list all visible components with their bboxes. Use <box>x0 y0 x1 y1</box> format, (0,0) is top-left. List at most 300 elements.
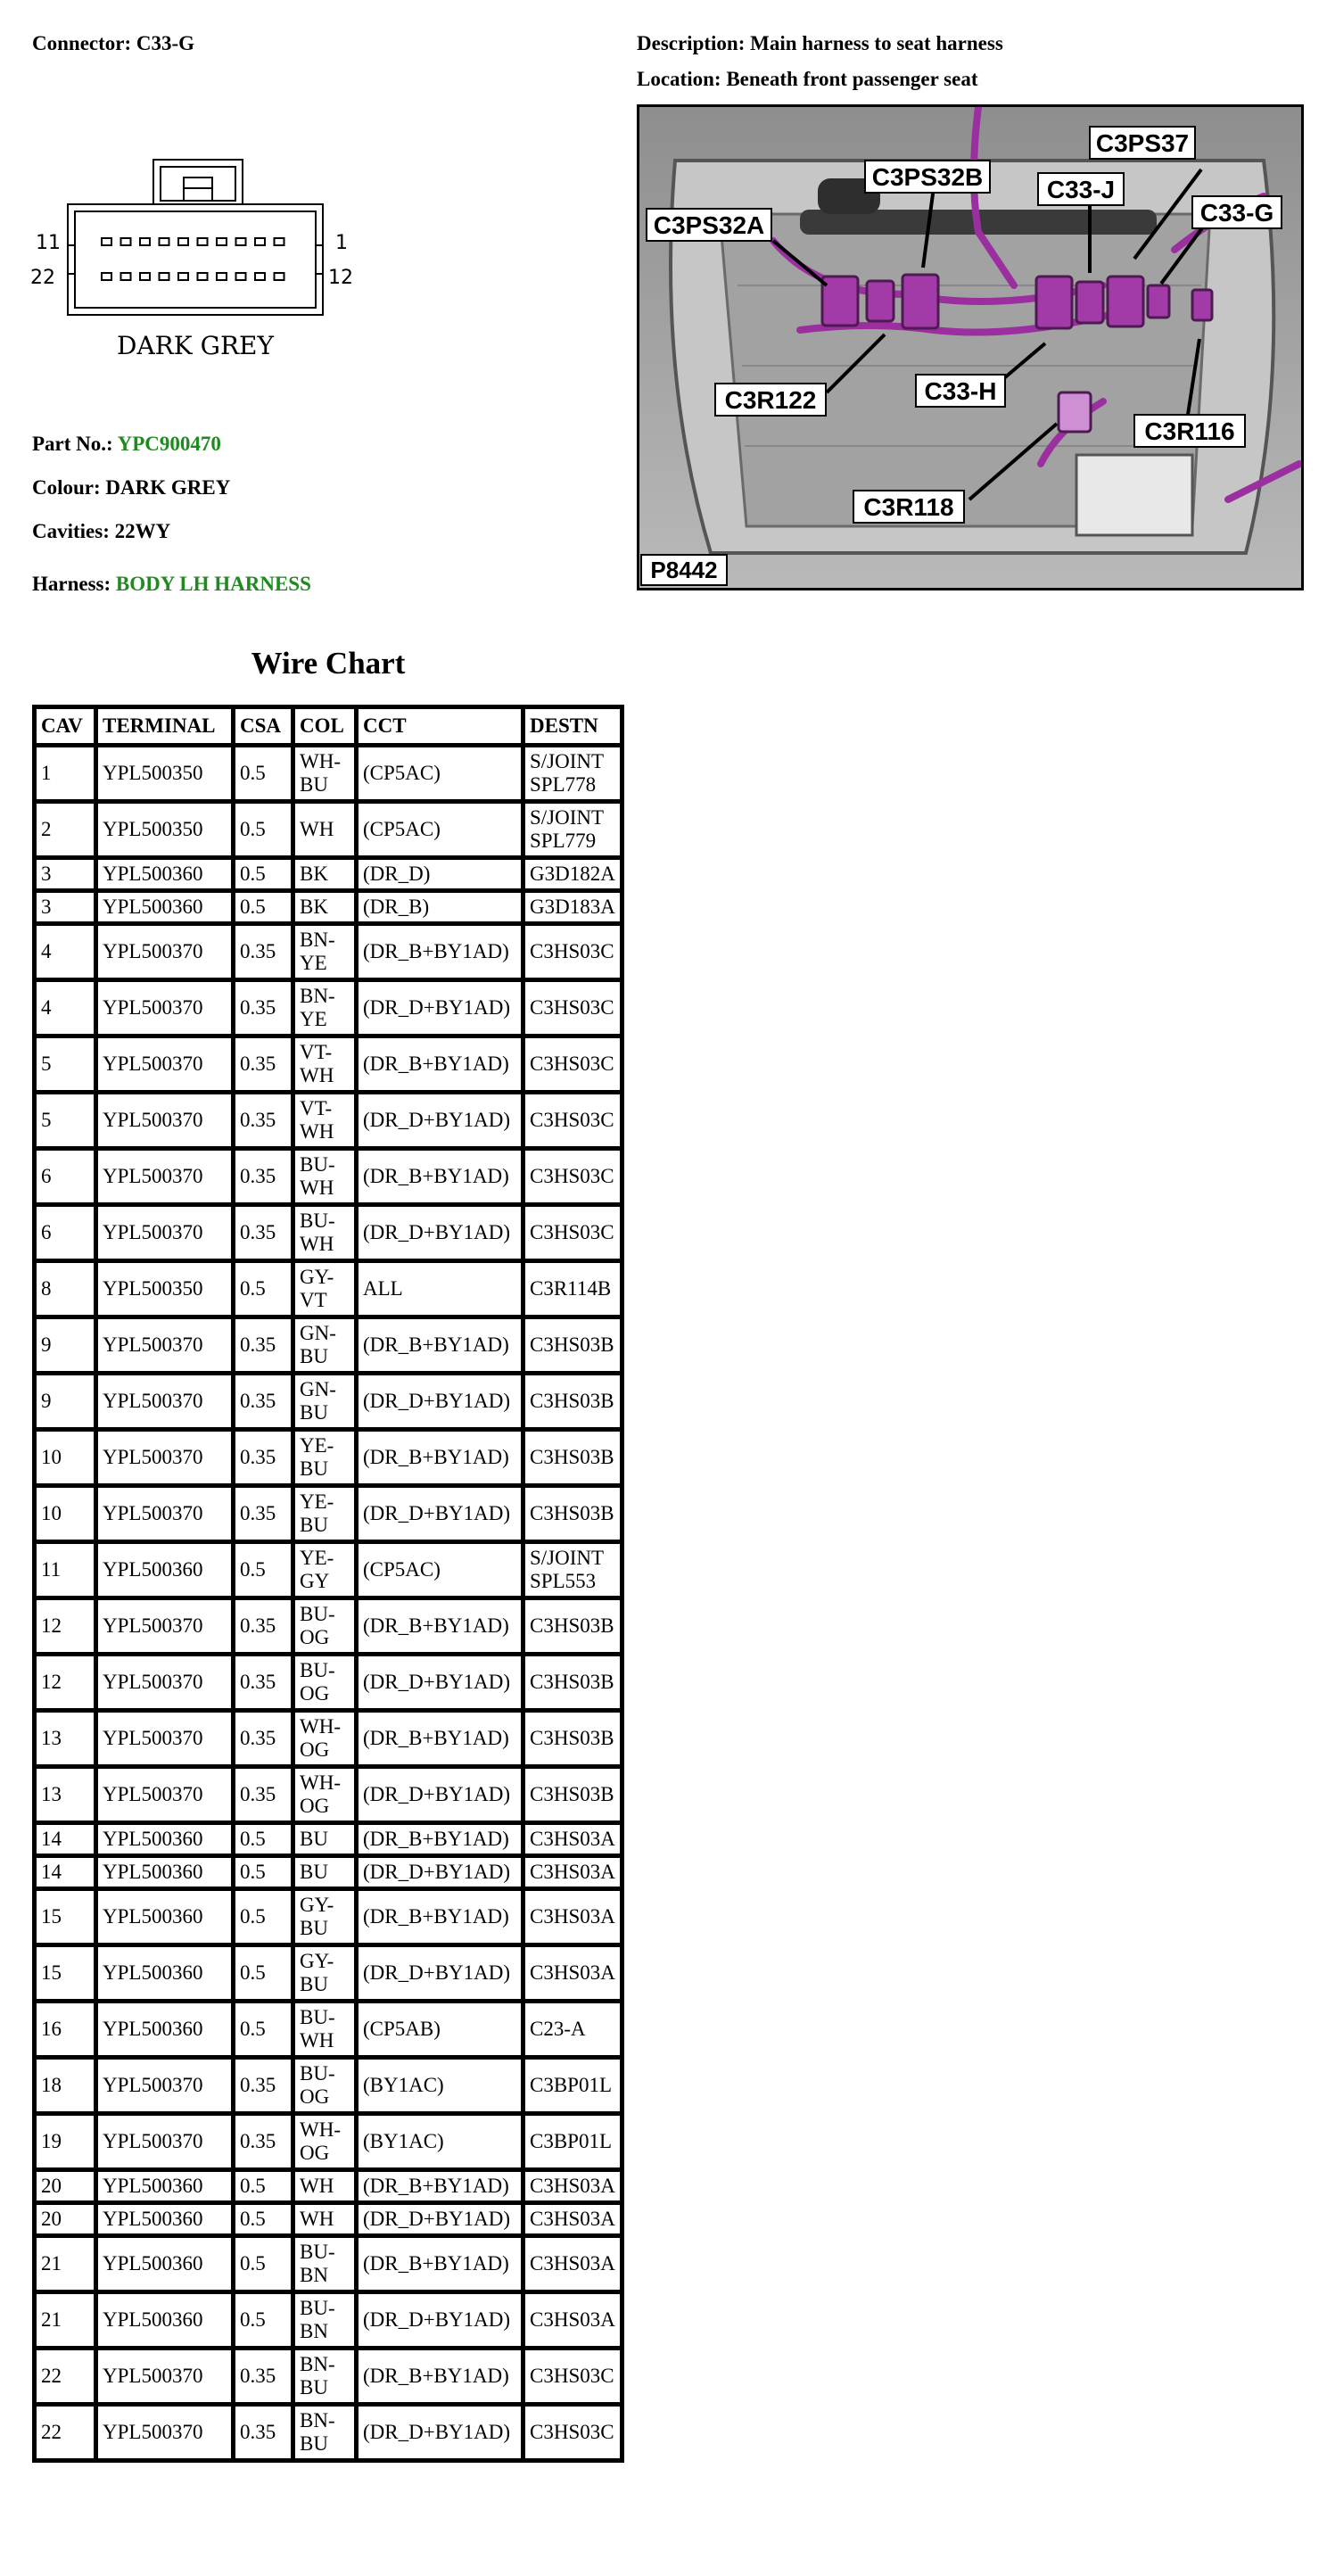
pin-slot <box>255 273 265 280</box>
pin-label-1: 1 <box>335 232 348 254</box>
cell-destn: C3HS03B <box>523 1767 622 1823</box>
cell-cct: (DR_D+BY1AD) <box>357 1655 523 1711</box>
cell-cct: (DR_B+BY1AD) <box>357 1711 523 1767</box>
harness-label: Harness: <box>32 573 111 595</box>
cell-destn: C3HS03A <box>523 2236 622 2292</box>
cell-cav: 22 <box>35 2349 96 2405</box>
cell-destn: C3HS03B <box>523 1430 622 1486</box>
cell-destn: C3HS03A <box>523 2203 622 2236</box>
table-row <box>35 2292 622 2349</box>
cell-cct: (CP5AB) <box>357 2002 523 2058</box>
cell-csa: 0.35 <box>234 1767 293 1823</box>
cell-cct: (DR_D) <box>357 858 523 891</box>
table-row <box>35 1889 622 1945</box>
table-row <box>35 2236 622 2292</box>
cell-terminal: YPL500370 <box>96 924 234 980</box>
cell-cct: (BY1AC) <box>357 2058 523 2114</box>
pin-slot <box>102 273 111 280</box>
cell-terminal: YPL500370 <box>96 1655 234 1711</box>
pin-slot <box>140 273 150 280</box>
cell-col: BU <box>293 1856 357 1889</box>
cell-col: WH- OG <box>293 1711 357 1767</box>
part-no-line <box>32 433 221 456</box>
cell-cav: 15 <box>35 1945 96 2002</box>
col-header-terminal: TERMINAL <box>96 707 234 746</box>
pin-slot <box>121 238 131 245</box>
cell-cct: (DR_B+BY1AD) <box>357 1430 523 1486</box>
pin-row-top <box>102 238 284 245</box>
cell-csa: 0.35 <box>234 2114 293 2170</box>
cell-terminal: YPL500360 <box>96 2292 234 2349</box>
cell-terminal: YPL500370 <box>96 1430 234 1486</box>
table-row <box>35 2002 622 2058</box>
cell-col: GN- BU <box>293 1317 357 1374</box>
cell-terminal: YPL500370 <box>96 1317 234 1374</box>
cell-terminal: YPL500370 <box>96 1205 234 1261</box>
col-header-cct: CCT <box>357 707 523 746</box>
cell-csa: 0.35 <box>234 2405 293 2461</box>
cell-cav: 3 <box>35 891 96 924</box>
cell-destn: C3HS03B <box>523 1486 622 1542</box>
table-row <box>35 1655 622 1711</box>
cell-col: GY- BU <box>293 1945 357 2002</box>
cell-cct: (DR_D+BY1AD) <box>357 2292 523 2349</box>
wire-chart-body <box>35 746 622 2461</box>
cell-terminal: YPL500370 <box>96 980 234 1036</box>
cell-terminal: YPL500370 <box>96 2058 234 2114</box>
cell-col: VT- WH <box>293 1036 357 1093</box>
cell-terminal: YPL500360 <box>96 2236 234 2292</box>
table-row <box>35 2114 622 2170</box>
cell-cct: (DR_D+BY1AD) <box>357 1856 523 1889</box>
cell-destn: C3HS03B <box>523 1655 622 1711</box>
cell-cct: (DR_B+BY1AD) <box>357 2349 523 2405</box>
cell-cct: (DR_B+BY1AD) <box>357 1149 523 1205</box>
connector-colour-caption: DARK GREY <box>117 331 274 360</box>
cell-cav: 18 <box>35 2058 96 2114</box>
cell-cct: (DR_D+BY1AD) <box>357 1205 523 1261</box>
table-row <box>35 1149 622 1205</box>
cell-terminal: YPL500360 <box>96 2203 234 2236</box>
pin-slot <box>102 238 111 245</box>
cell-terminal: YPL500360 <box>96 858 234 891</box>
cell-col: WH <box>293 802 357 858</box>
cell-cct: (DR_B+BY1AD) <box>357 1823 523 1856</box>
cell-cct: (DR_B+BY1AD) <box>357 1036 523 1093</box>
cell-terminal: YPL500370 <box>96 1767 234 1823</box>
cell-csa: 0.35 <box>234 1655 293 1711</box>
table-row <box>35 2170 622 2203</box>
table-row <box>35 1093 622 1149</box>
table-row <box>35 980 622 1036</box>
cell-terminal: YPL500360 <box>96 1823 234 1856</box>
pin-slot <box>178 238 188 245</box>
cell-destn: C3HS03C <box>523 1149 622 1205</box>
pin-slot <box>178 273 188 280</box>
cell-terminal: YPL500350 <box>96 802 234 858</box>
cell-destn: S/JOINT SPL553 <box>523 1542 622 1598</box>
pin-slot <box>121 273 131 280</box>
cell-destn: C3HS03A <box>523 1945 622 2002</box>
cell-csa: 0.5 <box>234 1823 293 1856</box>
callout-c3r122: C3R122 <box>724 386 817 414</box>
cell-col: YE- BU <box>293 1430 357 1486</box>
cell-terminal: YPL500360 <box>96 2170 234 2203</box>
pin-slot <box>236 238 246 245</box>
cell-csa: 0.35 <box>234 1486 293 1542</box>
cell-cav: 9 <box>35 1317 96 1374</box>
cell-cav: 4 <box>35 924 96 980</box>
col-header-cav: CAV <box>35 707 96 746</box>
cell-col: BU- BN <box>293 2236 357 2292</box>
cell-cct: (DR_D+BY1AD) <box>357 980 523 1036</box>
cell-destn: C3HS03B <box>523 1374 622 1430</box>
cell-terminal: YPL500370 <box>96 1374 234 1430</box>
cell-terminal: YPL500370 <box>96 1711 234 1767</box>
colour-line <box>32 476 230 500</box>
connector-label: Connector: <box>32 32 132 54</box>
pin-slot <box>160 273 169 280</box>
table-row <box>35 1205 622 1261</box>
cell-csa: 0.5 <box>234 2002 293 2058</box>
table-row <box>35 746 622 802</box>
cell-destn: C3HS03C <box>523 1036 622 1093</box>
cell-csa: 0.35 <box>234 2349 293 2405</box>
connector-face-diagram <box>27 156 366 370</box>
cell-cct: (CP5AC) <box>357 802 523 858</box>
cell-destn: S/JOINT SPL778 <box>523 746 622 802</box>
cell-col: BK <box>293 858 357 891</box>
table-header-row <box>35 707 622 746</box>
wire-chart-title: Wire Chart <box>251 646 406 681</box>
pin-slot <box>198 273 208 280</box>
harness-line <box>32 573 311 596</box>
cell-cav: 13 <box>35 1711 96 1767</box>
cell-destn: G3D182A <box>523 858 622 891</box>
cell-col: BK <box>293 891 357 924</box>
table-row <box>35 1711 622 1767</box>
cell-cav: 22 <box>35 2405 96 2461</box>
cell-col: VT- WH <box>293 1093 357 1149</box>
cell-col: YE- GY <box>293 1542 357 1598</box>
cell-cav: 5 <box>35 1093 96 1149</box>
harness-link[interactable]: BODY LH HARNESS <box>115 573 311 595</box>
cell-col: WH- OG <box>293 2114 357 2170</box>
colour-label: Colour: <box>32 476 101 499</box>
cell-cav: 13 <box>35 1767 96 1823</box>
cell-cav: 10 <box>35 1486 96 1542</box>
cell-csa: 0.35 <box>234 924 293 980</box>
cell-cav: 11 <box>35 1542 96 1598</box>
pin-slot <box>255 238 265 245</box>
pin-slot <box>198 238 208 245</box>
cell-cav: 5 <box>35 1036 96 1093</box>
pin-slot <box>140 238 150 245</box>
cell-cav: 6 <box>35 1205 96 1261</box>
cell-destn: C3HS03A <box>523 2292 622 2349</box>
table-row <box>35 2058 622 2114</box>
cell-terminal: YPL500360 <box>96 1856 234 1889</box>
table-row <box>35 924 622 980</box>
cell-col: BU- OG <box>293 1655 357 1711</box>
cell-destn: C3HS03C <box>523 924 622 980</box>
callout-c33h: C33-H <box>924 377 997 405</box>
description-line <box>637 32 1003 55</box>
cell-cct: (DR_B+BY1AD) <box>357 924 523 980</box>
cell-cct: (DR_B) <box>357 891 523 924</box>
cell-destn: C3HS03C <box>523 2349 622 2405</box>
col-header-csa: CSA <box>234 707 293 746</box>
cavities-line <box>32 520 170 543</box>
cell-terminal: YPL500370 <box>96 1486 234 1542</box>
cell-cav: 8 <box>35 1261 96 1317</box>
cell-csa: 0.5 <box>234 858 293 891</box>
cell-col: WH <box>293 2170 357 2203</box>
cell-cav: 9 <box>35 1374 96 1430</box>
cell-cct: (DR_D+BY1AD) <box>357 1374 523 1430</box>
description-label: Description: <box>637 32 746 54</box>
cell-terminal: YPL500370 <box>96 1598 234 1655</box>
pin-slot <box>160 238 169 245</box>
table-row <box>35 1317 622 1374</box>
cell-col: GY- VT <box>293 1261 357 1317</box>
cell-cct: (DR_D+BY1AD) <box>357 1945 523 2002</box>
cell-terminal: YPL500370 <box>96 1149 234 1205</box>
cell-col: BN- BU <box>293 2405 357 2461</box>
cell-terminal: YPL500350 <box>96 746 234 802</box>
table-row <box>35 1036 622 1093</box>
cell-terminal: YPL500370 <box>96 2349 234 2405</box>
cell-destn: C3BP01L <box>523 2058 622 2114</box>
cell-csa: 0.5 <box>234 1856 293 1889</box>
callout-c33j: C33-J <box>1046 176 1116 203</box>
cell-csa: 0.35 <box>234 1374 293 1430</box>
table-row <box>35 1598 622 1655</box>
pin-label-12: 12 <box>328 267 353 289</box>
cell-destn: C3HS03B <box>523 1598 622 1655</box>
pin-slot <box>236 273 246 280</box>
cell-cav: 21 <box>35 2236 96 2292</box>
cell-destn: C3HS03A <box>523 2170 622 2203</box>
cell-col: BN- YE <box>293 980 357 1036</box>
cell-cav: 10 <box>35 1430 96 1486</box>
col-header-destn: DESTN <box>523 707 622 746</box>
part-no-link[interactable]: YPC900470 <box>117 433 221 455</box>
cell-cct: (DR_D+BY1AD) <box>357 1093 523 1149</box>
cell-cct: (DR_B+BY1AD) <box>357 2170 523 2203</box>
cell-cav: 16 <box>35 2002 96 2058</box>
cell-cct: (DR_B+BY1AD) <box>357 2236 523 2292</box>
pin-slot <box>217 273 227 280</box>
cell-destn: C3HS03B <box>523 1317 622 1374</box>
cell-cav: 4 <box>35 980 96 1036</box>
cell-cct: ALL <box>357 1261 523 1317</box>
cell-col: WH- OG <box>293 1767 357 1823</box>
cell-cav: 20 <box>35 2203 96 2236</box>
cell-terminal: YPL500360 <box>96 891 234 924</box>
photo-reference: P8442 <box>650 557 718 583</box>
cell-csa: 0.5 <box>234 802 293 858</box>
cell-cct: (DR_D+BY1AD) <box>357 2203 523 2236</box>
cell-destn: C3HS03A <box>523 1856 622 1889</box>
cell-col: BN- YE <box>293 924 357 980</box>
cell-destn: S/JOINT SPL779 <box>523 802 622 858</box>
cell-col: BU- OG <box>293 2058 357 2114</box>
cell-cav: 20 <box>35 2170 96 2203</box>
cell-csa: 0.5 <box>234 2236 293 2292</box>
callout-c3ps32a: C3PS32A <box>653 211 765 239</box>
cell-destn: C3HS03B <box>523 1711 622 1767</box>
cell-col: BN- BU <box>293 2349 357 2405</box>
cell-csa: 0.5 <box>234 891 293 924</box>
cell-terminal: YPL500370 <box>96 1036 234 1093</box>
cell-terminal: YPL500360 <box>96 2002 234 2058</box>
wire-chart-table <box>32 705 624 2463</box>
cell-csa: 0.5 <box>234 2170 293 2203</box>
cell-destn: C3HS03C <box>523 1205 622 1261</box>
cell-col: WH- BU <box>293 746 357 802</box>
cell-cav: 15 <box>35 1889 96 1945</box>
cell-col: GY- BU <box>293 1889 357 1945</box>
cell-csa: 0.5 <box>234 1542 293 1598</box>
table-row <box>35 1767 622 1823</box>
table-row <box>35 1374 622 1430</box>
table-row <box>35 1430 622 1486</box>
cell-cav: 1 <box>35 746 96 802</box>
cell-csa: 0.35 <box>234 1205 293 1261</box>
table-row <box>35 2203 622 2236</box>
cell-csa: 0.5 <box>234 1261 293 1317</box>
cell-csa: 0.35 <box>234 2058 293 2114</box>
pin-slot <box>217 238 227 245</box>
cell-destn: C23-A <box>523 2002 622 2058</box>
cell-cav: 2 <box>35 802 96 858</box>
cell-terminal: YPL500360 <box>96 1889 234 1945</box>
cell-col: BU <box>293 1823 357 1856</box>
cell-csa: 0.35 <box>234 1598 293 1655</box>
cell-cct: (DR_D+BY1AD) <box>357 2405 523 2461</box>
col-header-col: COL <box>293 707 357 746</box>
cell-csa: 0.5 <box>234 2292 293 2349</box>
cell-csa: 0.35 <box>234 1430 293 1486</box>
table-row <box>35 2349 622 2405</box>
table-row <box>35 1261 622 1317</box>
cell-csa: 0.35 <box>234 1149 293 1205</box>
location-line <box>637 68 977 91</box>
connector-line <box>32 32 194 55</box>
cell-cav: 14 <box>35 1823 96 1856</box>
cell-destn: C3HS03C <box>523 2405 622 2461</box>
cell-csa: 0.35 <box>234 1711 293 1767</box>
pin-slot <box>275 273 284 280</box>
cell-csa: 0.5 <box>234 2203 293 2236</box>
description-value: Main harness to seat harness <box>750 32 1003 54</box>
cell-cct: (DR_B+BY1AD) <box>357 1317 523 1374</box>
cavities-label: Cavities: <box>32 520 110 542</box>
cell-csa: 0.35 <box>234 1317 293 1374</box>
table-row <box>35 891 622 924</box>
cell-cct: (DR_D+BY1AD) <box>357 1486 523 1542</box>
cell-destn: C3R114B <box>523 1261 622 1317</box>
cell-cct: (DR_B+BY1AD) <box>357 1598 523 1655</box>
callout-c3r116: C3R116 <box>1144 417 1235 445</box>
cell-destn: C3HS03C <box>523 980 622 1036</box>
cell-destn: C3HS03A <box>523 1823 622 1856</box>
cell-col: BU- WH <box>293 1149 357 1205</box>
callout-c3ps32b: C3PS32B <box>871 163 984 191</box>
cavities-value: 22WY <box>114 520 171 542</box>
colour-value: DARK GREY <box>105 476 231 499</box>
location-label: Location: <box>637 68 721 90</box>
cell-cav: 12 <box>35 1598 96 1655</box>
cell-terminal: YPL500360 <box>96 1945 234 2002</box>
table-row <box>35 1542 622 1598</box>
cell-cav: 21 <box>35 2292 96 2349</box>
cell-col: BU- WH <box>293 2002 357 2058</box>
cell-cct: (CP5AC) <box>357 1542 523 1598</box>
callout-c3r118: C3R118 <box>863 493 954 521</box>
cell-terminal: YPL500360 <box>96 1542 234 1598</box>
table-row <box>35 1856 622 1889</box>
cell-cct: (BY1AC) <box>357 2114 523 2170</box>
cell-cav: 12 <box>35 1655 96 1711</box>
table-row <box>35 802 622 858</box>
cell-col: BU- WH <box>293 1205 357 1261</box>
pin-row-bottom <box>102 273 284 280</box>
cell-csa: 0.5 <box>234 1889 293 1945</box>
cell-destn: C3HS03A <box>523 1889 622 1945</box>
cell-csa: 0.5 <box>234 746 293 802</box>
location-photo <box>637 104 1304 590</box>
pin-label-22: 22 <box>30 267 55 289</box>
cell-cav: 3 <box>35 858 96 891</box>
cell-col: YE- BU <box>293 1486 357 1542</box>
cell-destn: C3HS03C <box>523 1093 622 1149</box>
cell-col: BU- OG <box>293 1598 357 1655</box>
table-row <box>35 1945 622 2002</box>
cell-terminal: YPL500350 <box>96 1261 234 1317</box>
cell-csa: 0.5 <box>234 1945 293 2002</box>
cell-cct: (CP5AC) <box>357 746 523 802</box>
location-value: Beneath front passenger seat <box>726 68 978 90</box>
cell-destn: G3D183A <box>523 891 622 924</box>
cell-destn: C3BP01L <box>523 2114 622 2170</box>
table-row <box>35 858 622 891</box>
table-row <box>35 1823 622 1856</box>
table-row <box>35 2405 622 2461</box>
cell-terminal: YPL500370 <box>96 2114 234 2170</box>
cell-terminal: YPL500370 <box>96 1093 234 1149</box>
table-row <box>35 1486 622 1542</box>
cell-cav: 14 <box>35 1856 96 1889</box>
cell-csa: 0.35 <box>234 1036 293 1093</box>
pin-slot <box>275 238 284 245</box>
pin-label-11: 11 <box>36 232 61 254</box>
cell-cct: (DR_B+BY1AD) <box>357 1889 523 1945</box>
connector-value: C33-G <box>136 32 195 54</box>
cell-col: WH <box>293 2203 357 2236</box>
callout-c3ps37: C3PS37 <box>1095 129 1190 157</box>
cell-cav: 19 <box>35 2114 96 2170</box>
cell-cav: 6 <box>35 1149 96 1205</box>
cell-col: BU- BN <box>293 2292 357 2349</box>
part-no-label: Part No.: <box>32 433 113 455</box>
cell-csa: 0.35 <box>234 980 293 1036</box>
cell-col: GN- BU <box>293 1374 357 1430</box>
cell-csa: 0.35 <box>234 1093 293 1149</box>
callout-c33g: C33-G <box>1199 199 1274 227</box>
cell-cct: (DR_D+BY1AD) <box>357 1767 523 1823</box>
